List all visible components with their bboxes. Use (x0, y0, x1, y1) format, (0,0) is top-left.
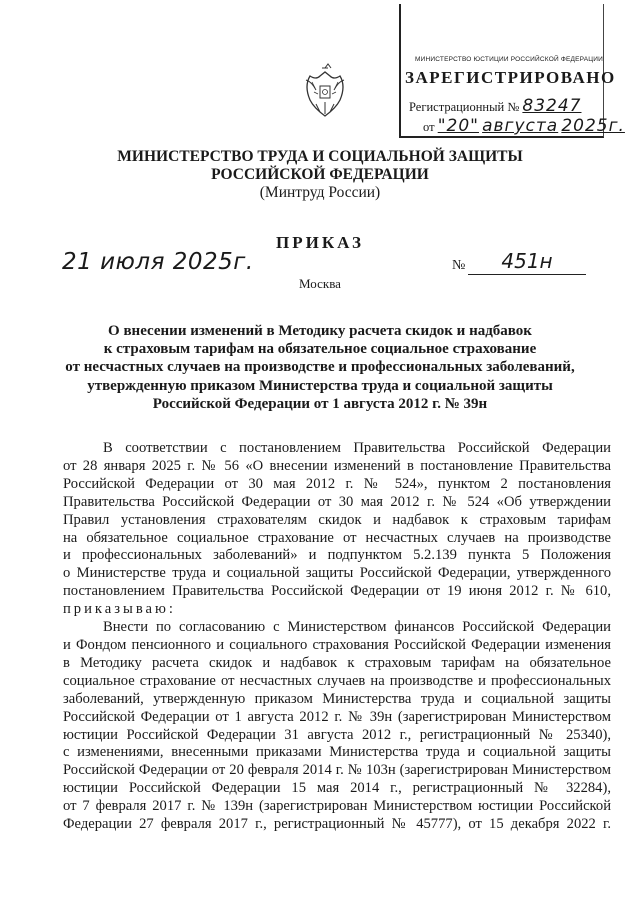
text-line: Российской Федерации от 20 февраля 2014 г. № 103н (зарегистрирован Министерством (63, 762, 611, 779)
text-line: и Фондом пенсионного и социального страхования Российской Федерации изменения (63, 636, 611, 653)
subject-line: к страховым тарифам на обязательное социальное страхование (103, 341, 537, 358)
stamp-date (423, 116, 625, 136)
text-line: Российской Федерации от 30 мая 2012 г. № 524», пунктом 2 постановления (63, 475, 611, 492)
text-line: юстиции Российской Федерации 15 мая 2014 г., регистрационный № 32284), (63, 780, 611, 797)
stamp-title: ЗАРЕГИСТРИРОВАНО (405, 68, 616, 87)
text-line: Правительства Российской Федерации от 30 мая 2012 г. № 524 «Об утверждении (63, 493, 611, 510)
text-line: в Методику расчета скидок и надбавок к страховым тарифам на обязательное (63, 654, 611, 671)
ministry-name-line1: МИНИСТЕРСТВО ТРУДА И СОЦИАЛЬНОЙ ЗАЩИТЫ (117, 148, 523, 165)
order-subject (40, 322, 600, 413)
order-city: Москва (299, 276, 341, 291)
text-line: Российской Федерации от 1 августа 2012 г. № 39н (зарегистрирован Министерством (63, 708, 611, 725)
stamp-ministry: МИНИСТЕРСТВО ЮСТИЦИИ РОССИЙСКОЙ ФЕДЕРАЦИИ (415, 56, 604, 63)
paragraph-preamble (63, 440, 611, 619)
paragraph-main (63, 619, 611, 834)
text-line: от 28 января 2025 г. № 56 «О внесении изменений в постановление Правительства (63, 457, 611, 474)
text-line: постановлением Правительства Российской Федерации от 19 июня 2012 г. № 610, (63, 583, 611, 600)
order-title: ПРИКАЗ (276, 233, 364, 252)
order-body (63, 440, 611, 834)
stamp-date-month: августа (482, 116, 559, 136)
stamp-date-year: 2025г. (561, 116, 625, 136)
text-line: В соответствии с постановлением Правительства Российской Федерации (103, 440, 611, 456)
order-word: приказываю: (63, 601, 176, 618)
text-line: Правил установления страхователям скидок и надбавок к страховым тарифам (63, 511, 611, 528)
order-number-label: № (452, 258, 466, 273)
text-line: с изменениями, внесенными приказами Министерства труда и социальной защиты (63, 744, 611, 761)
text-line: на обязательное социальное страхование от несчастных случаев на производстве (63, 529, 611, 546)
stamp-reg-number: 83247 (522, 96, 582, 116)
ministry-name-line2: РОССИЙСКОЙ ФЕДЕРАЦИИ (211, 166, 429, 183)
text-line: Внести по согласованию с Министерством финансов Российской Федерации (103, 619, 611, 636)
text-line: о Министерстве труда и социальной защиты Российской Федерации, утвержденного (63, 565, 611, 582)
text-line: юстиции Российской Федерации 31 августа 2012 г., регистрационный № 25340), (63, 726, 611, 743)
subject-line: утвержденную приказом Министерства труда и социальной защиты (87, 377, 553, 394)
text-line: Федерации 27 февраля 2017 г., регистрационный № 45777), от 15 декабря 2022 г. (63, 816, 611, 833)
order-date: 21 июля 2025г. (62, 249, 254, 275)
subject-line: Российской Федерации от 1 августа 2012 г. № 39н (152, 395, 488, 412)
stamp-registration (409, 96, 581, 116)
text-line: и профессиональных заболеваний» и подпунктом 5.2.139 пункта 5 Положения (63, 547, 611, 564)
registration-stamp (399, 4, 625, 138)
stamp-date-day: "20" (437, 116, 479, 136)
coat-of-arms-icon (302, 62, 348, 120)
stamp-date-prefix: от (423, 120, 435, 134)
text-line: социальное страхование от несчастных случаев на производстве и профессиональных (63, 672, 611, 689)
order-number: 451н (468, 248, 586, 275)
ministry-short-name: (Минтруд России) (259, 184, 381, 201)
stamp-reg-label: Регистрационный № (409, 100, 520, 114)
text-line: заболеваний, утвержденную приказом Министерства труда и социальной защиты (63, 690, 611, 707)
subject-line: О внесении изменений в Методику расчета скидок и надбавок (108, 323, 532, 339)
text-line: от 7 февраля 2017 г. № 139н (зарегистрирован Министерством юстиции Российской (63, 798, 611, 815)
subject-line: от несчастных случаев на производстве и профессиональных заболеваний, (65, 359, 575, 376)
